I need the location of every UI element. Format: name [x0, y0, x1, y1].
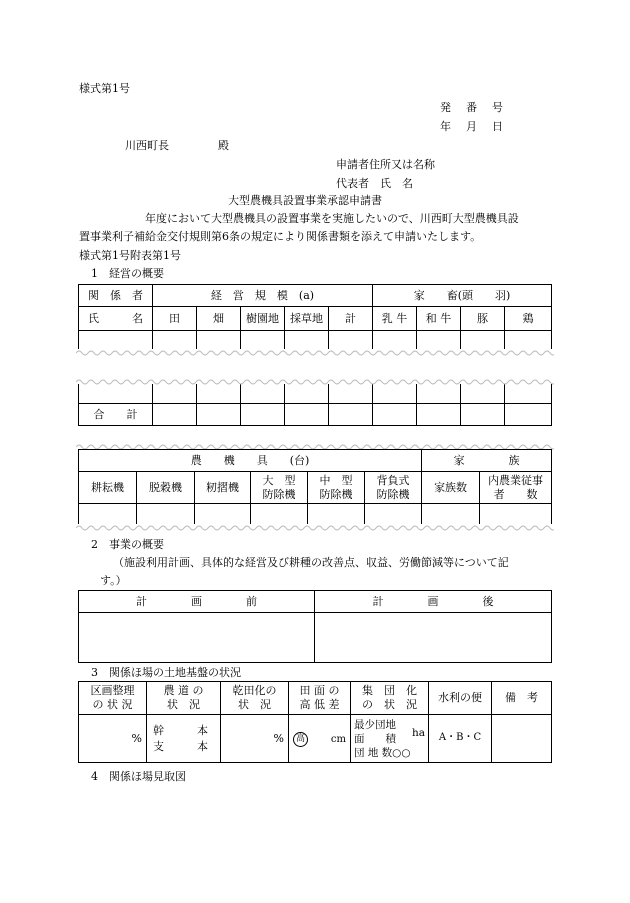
machinery-table	[78, 449, 552, 528]
header-remarks: 備 考	[492, 682, 552, 715]
section-4-heading: 4 関係ほ場見取図	[91, 770, 186, 783]
area-label: 面 積	[354, 732, 396, 745]
sub-field: 畑	[197, 307, 241, 331]
header-consolidation: 集 団 化 の 状 況	[351, 682, 429, 715]
document-title: 大型農機具設置事業承認申請書	[228, 194, 382, 207]
plan-after-header: 計 画 後	[315, 591, 552, 613]
section-3-heading: 3 関係ほ場の土地基盤の状況	[91, 666, 241, 679]
remarks-cell	[492, 715, 552, 763]
sub-pig: 豚	[461, 307, 505, 331]
sub-dairy: 乳 牛	[373, 307, 417, 331]
plan-before-header: 計 画 前	[79, 591, 315, 613]
high-mark: 高	[293, 732, 308, 747]
management-table	[78, 284, 552, 353]
family-header: 家 族	[422, 450, 552, 472]
branch-road: 支 本	[153, 739, 208, 753]
section-2-heading: 2 事業の概要	[91, 538, 164, 551]
header-water: 水利の便	[429, 682, 492, 715]
header-dry-field: 乾田化の 状 況	[221, 682, 289, 715]
wavy-break	[76, 378, 554, 384]
col-large-sprayer: 大 型 防除機	[251, 472, 308, 504]
col-tiller: 耕耘機	[79, 472, 137, 504]
annex-title: 様式第1号附表第1号	[79, 249, 181, 262]
cm-unit: cm	[330, 733, 346, 745]
plots-label: 団 地 数○○	[354, 746, 411, 759]
dry-percent: %	[221, 715, 289, 763]
min-area-label: 最少団地	[354, 718, 396, 731]
plan-before-cell	[79, 613, 315, 663]
sub-name: 氏 名	[79, 307, 153, 331]
sub-beef: 和 牛	[417, 307, 461, 331]
section-2-note-2: す。）	[100, 574, 127, 587]
sub-pasture: 採草地	[285, 307, 329, 331]
section-1-heading: 1 経営の概要	[91, 267, 164, 280]
wavy-break	[76, 349, 554, 355]
body-line-1: 年度において大型農機具の設置事業を実施したいので、川西町大型農機具設	[145, 212, 519, 225]
management-table-bottom	[78, 381, 552, 426]
total-label: 合 計	[79, 404, 153, 426]
col-scale-header: 経 営 規 模 (a)	[153, 285, 373, 307]
issue-number: 発 番 号	[440, 101, 505, 114]
col-backpack-sprayer: 背負式 防除機	[365, 472, 422, 504]
honorific: 殿	[218, 139, 229, 152]
sub-paddy: 田	[153, 307, 197, 331]
col-thresher: 脱穀機	[137, 472, 195, 504]
representative: 代表者 氏 名	[336, 177, 413, 190]
col-farm-workers: 内農業従事 者 数	[480, 472, 552, 504]
body-line-2: 置事業利子補給金交付規則第6条の規定により関係書類を添えて申請いたします。	[79, 230, 482, 243]
col-related-header: 関 係 者	[79, 285, 153, 307]
machinery-header: 農 機 具 (台)	[79, 450, 422, 472]
applicant-address: 申請者住所又は名称	[336, 158, 435, 171]
form-number: 様式第1号	[79, 82, 130, 95]
readjust-percent: %	[79, 715, 147, 763]
trunk-road: 幹 本	[153, 723, 208, 737]
header-readjust: 区画整理 の 状 況	[79, 682, 147, 715]
col-livestock-header: 家 畜(頭 羽)	[373, 285, 552, 307]
wavy-break	[76, 524, 554, 530]
land-table	[78, 681, 552, 763]
sub-orchard: 樹園地	[241, 307, 285, 331]
col-family-count: 家族数	[422, 472, 480, 504]
plan-after-cell	[315, 613, 552, 663]
sub-chicken: 鶏	[505, 307, 552, 331]
addressee: 川西町長	[125, 139, 169, 152]
col-huller: 籾摺機	[195, 472, 251, 504]
sub-total: 計	[329, 307, 373, 331]
ha-unit: ha	[411, 726, 425, 739]
water-options: A・B・C	[429, 715, 492, 763]
date-field: 年 月 日	[440, 120, 505, 133]
plan-table	[78, 590, 552, 663]
header-height-diff: 田 面 の 高 低 差	[289, 682, 351, 715]
header-farm-road: 農 道 の 状 況	[147, 682, 221, 715]
col-medium-sprayer: 中 型 防除機	[308, 472, 365, 504]
section-2-note-1: （施設利用計画、具体的な経営及び耕種の改善点、収益、労働節減等について記	[113, 556, 509, 569]
